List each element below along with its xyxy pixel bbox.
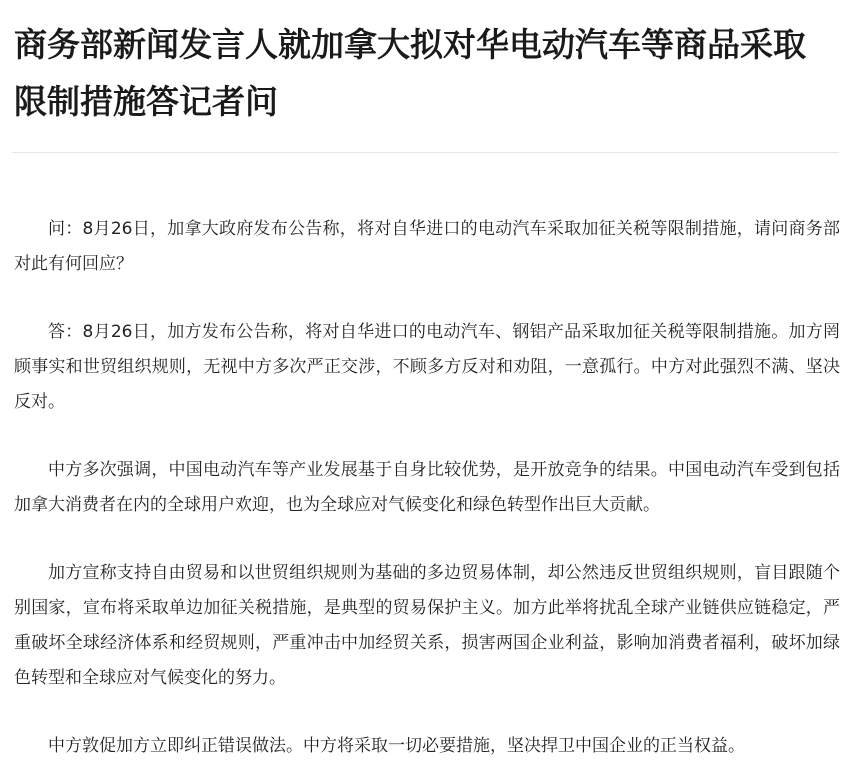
paragraph-conclusion: 中方敦促加方立即纠正错误做法。中方将采取一切必要措施，坚决捍卫中国企业的正当权益。 — [48, 736, 745, 756]
article-title: 商务部新闻发言人就加拿大拟对华电动汽车等商品采取限制措施答记者问 — [14, 25, 806, 121]
paragraph-question: 问：8月26日，加拿大政府发布公告称，将对自华进口的电动汽车采取加征关税等限制措施，请问商务部对此有何回应？ — [14, 219, 840, 274]
title-divider — [12, 152, 839, 153]
paragraph-ev-advantage: 中方多次强调，中国电动汽车等产业发展基于自身比较优势，是开放竞争的结果。中国电动汽车受到包括加拿大消费者在内的全球用户欢迎，也为全球应对气候变化和绿色转型作出巨大贡献。 — [14, 460, 840, 515]
paragraph-trade-protectionism: 加方宣称支持自由贸易和以世贸组织规则为基础的多边贸易体制，却公然违反世贸组织规则，盲目跟随个别国家，宣布将采取单边加征关税措施，是典型的贸易保护主义。加方此举将扰乱全球产业链供应链稳定，严重破坏全球经济体系和经贸规则，严重冲击中加经贸关系，损害两国企业利益，影响加消费者福利，破坏加绿色转型和全球应对气候变化的努力。 — [14, 563, 840, 688]
paragraph-answer: 答：8月26日，加方发布公告称，将对自华进口的电动汽车、钢铝产品采取加征关税等限制措施。加方罔顾事实和世贸组织规则，无视中方多次严正交涉，不顾多方反对和劝阻，一意孤行。中方对此强烈不满、坚决反对。 — [14, 322, 840, 412]
